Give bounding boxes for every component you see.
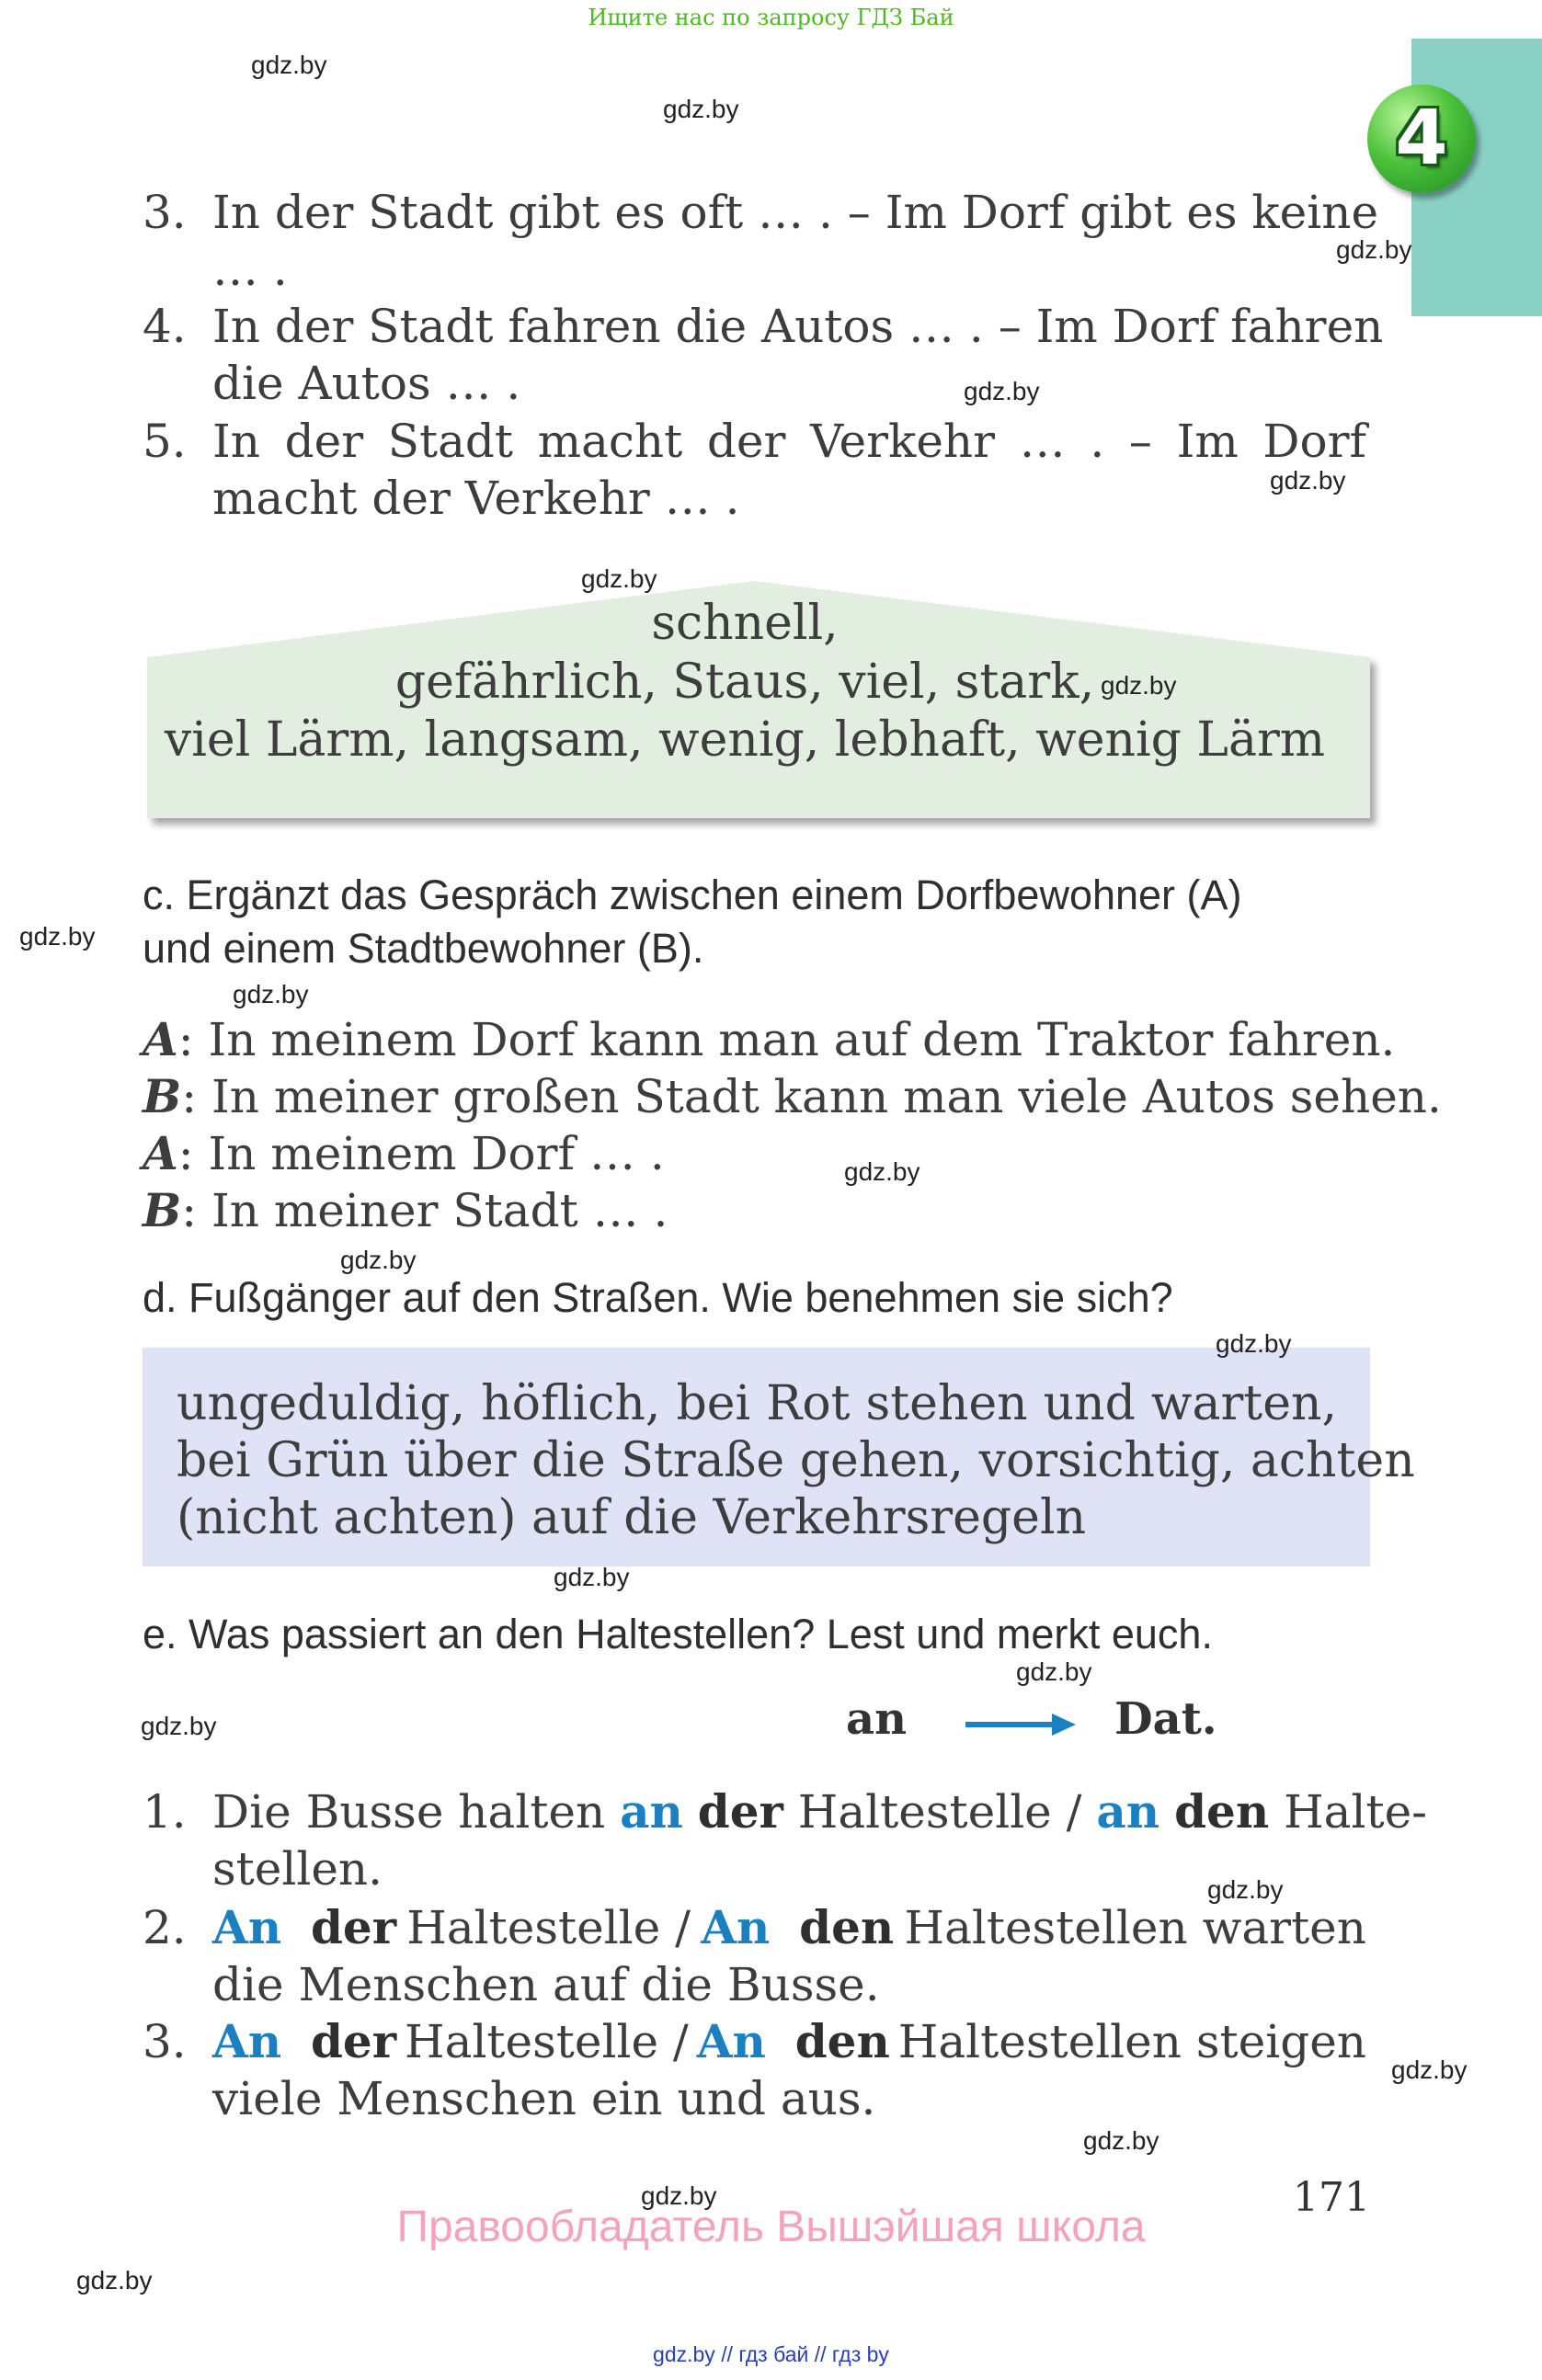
article-bold: den [794,2014,890,2068]
watermark: gdz.by [1016,1657,1092,1686]
item-text: Haltestelle / [406,1901,691,1954]
item-number: 2. [143,1901,187,1954]
watermark: gdz.by [76,2266,153,2295]
watermark: gdz.by [581,564,657,593]
article-bold: den [1174,1784,1270,1839]
item-text: Haltestellen steigen [897,2015,1366,2068]
watermark: gdz.by [251,51,327,79]
preposition-highlight: An [696,2014,766,2068]
dialog-text: : In meinem Dorf kann man auf dem Traktor fahren. [177,1013,1396,1066]
dialog-line [143,1068,1442,1125]
watermark: gdz.by [233,980,309,1008]
watermark: gdz.by [663,95,739,123]
e-item-1-line2: stellen. [212,1842,383,1896]
e-item-1-line1 [143,1783,1427,1840]
phrase-box-line1: ungeduldig, höflich, bei Rot stehen und warten, [177,1376,1337,1431]
task-e-title: e. Was passiert an den Haltestellen? Lest und merkt euch. [143,1611,1213,1657]
watermark: gdz.by [844,1157,920,1186]
preposition-highlight: An [212,1900,282,1954]
item-3-line2: … . [212,243,288,296]
e-item-3-line2: viele Menschen ein und aus. [212,2072,876,2125]
task-c-title-line1: c. Ergänzt das Gespräch zwischen einem Dorfbewohner (A) [143,871,1242,918]
item-5-line2: macht der Verkehr … . [212,472,740,525]
watermark: gdz.by [554,1563,630,1591]
watermark: gdz.by [1216,1329,1292,1358]
dialog-line [143,1011,1395,1068]
speaker-label: B [143,1069,182,1123]
watermark: gdz.by [1207,1875,1284,1904]
dialog-text: : In meinem Dorf … . [177,1127,665,1180]
e-item-2-line2: die Menschen auf die Busse. [212,1958,880,2011]
article-bold: der [310,1900,397,1954]
phrase-box-line2: bei Grün über die Straße gehen, vorsichtig, achten [177,1433,1415,1488]
preposition-highlight: An [701,1900,771,1954]
arrow-right-icon [964,1708,1078,1741]
item-text: Halte- [1269,1785,1428,1839]
word-box-line2: gefährlich, Staus, viel, stark, [394,655,1095,710]
e-item-3-number [143,2013,212,2070]
item-text: Haltestelle / [405,2015,689,2068]
e-item-2-line1 [212,1899,1366,1956]
item-number: 3. [143,186,187,239]
speaker-label: A [143,1012,178,1066]
dialog-line [143,1182,668,1239]
preposition-highlight: an [1096,1784,1160,1839]
rule-case: Dat. [1114,1693,1217,1745]
watermark: gdz.by [141,1712,217,1740]
watermark: gdz.by [641,2181,717,2210]
speaker-label: A [143,1126,178,1180]
e-item-2-number [143,1899,212,1956]
page-number: 171 [1293,2174,1370,2221]
top-banner: Ищите нас по запросу ГДЗ Бай [588,5,954,30]
chapter-number: 4 [1395,95,1448,182]
article-bold: der [697,1784,783,1839]
preposition-highlight: an [620,1784,683,1839]
word-box-line1: schnell, [651,596,839,651]
preposition-highlight: An [212,2014,282,2068]
phrase-box-line3: (nicht achten) auf die Verkehrsregeln [177,1490,1087,1545]
item-4-line1 [143,298,1383,355]
item-4-line2: die Autos … . [212,357,521,410]
item-text: In der Stadt gibt es oft … . – Im Dorf gibt es keine [212,186,1379,239]
item-text: In der Stadt fahren die Autos … . – Im Dorf fahren [212,300,1384,353]
task-c-title-line2: und einem Stadtbewohner (B). [143,925,704,972]
dialog-line [143,1125,665,1182]
article-bold: den [799,1900,895,1954]
item-text: Haltestelle / [782,1785,1097,1839]
item-text: Haltestellen warten [904,1901,1366,1954]
item-5-text: In der Stadt macht der Verkehr … . – Im Dorf [212,415,1366,468]
task-d-title: d. Fußgänger auf den Straßen. Wie benehmen sie sich? [143,1274,1173,1321]
word-box-line3: viel Lärm, langsam, wenig, lebhaft, wenig Lärm [164,712,1326,768]
footer-links[interactable]: gdz.by // гдз бай // гдз by [653,2342,889,2366]
watermark: gdz.by [964,377,1040,405]
watermark: gdz.by [1391,2055,1468,2084]
watermark: gdz.by [1083,2126,1159,2155]
watermark: gdz.by [340,1246,417,1274]
watermark: gdz.by [1270,466,1346,495]
article-bold: der [310,2014,397,2068]
item-number: 4. [143,300,187,353]
dialog-text: : In meiner Stadt … . [181,1184,668,1237]
e-item-3-line1 [212,2013,1366,2070]
item-text: Die Busse halten [212,1785,621,1839]
item-5-line1 [143,413,212,470]
watermark: gdz.by [19,922,96,951]
watermark: gdz.by [1101,671,1177,700]
copyright-notice: Правообладатель Вышэйшая школа [396,2203,1146,2251]
watermark: gdz.by [1336,235,1412,264]
speaker-label: B [143,1183,182,1237]
rule-preposition: an [846,1693,907,1745]
item-3-line1 [143,184,1378,241]
item-number: 3. [143,2015,187,2068]
item-number: 1. [143,1785,187,1839]
dialog-text: : In meiner großen Stadt kann man viele Autos sehen. [181,1070,1442,1123]
item-number: 5. [143,415,187,468]
